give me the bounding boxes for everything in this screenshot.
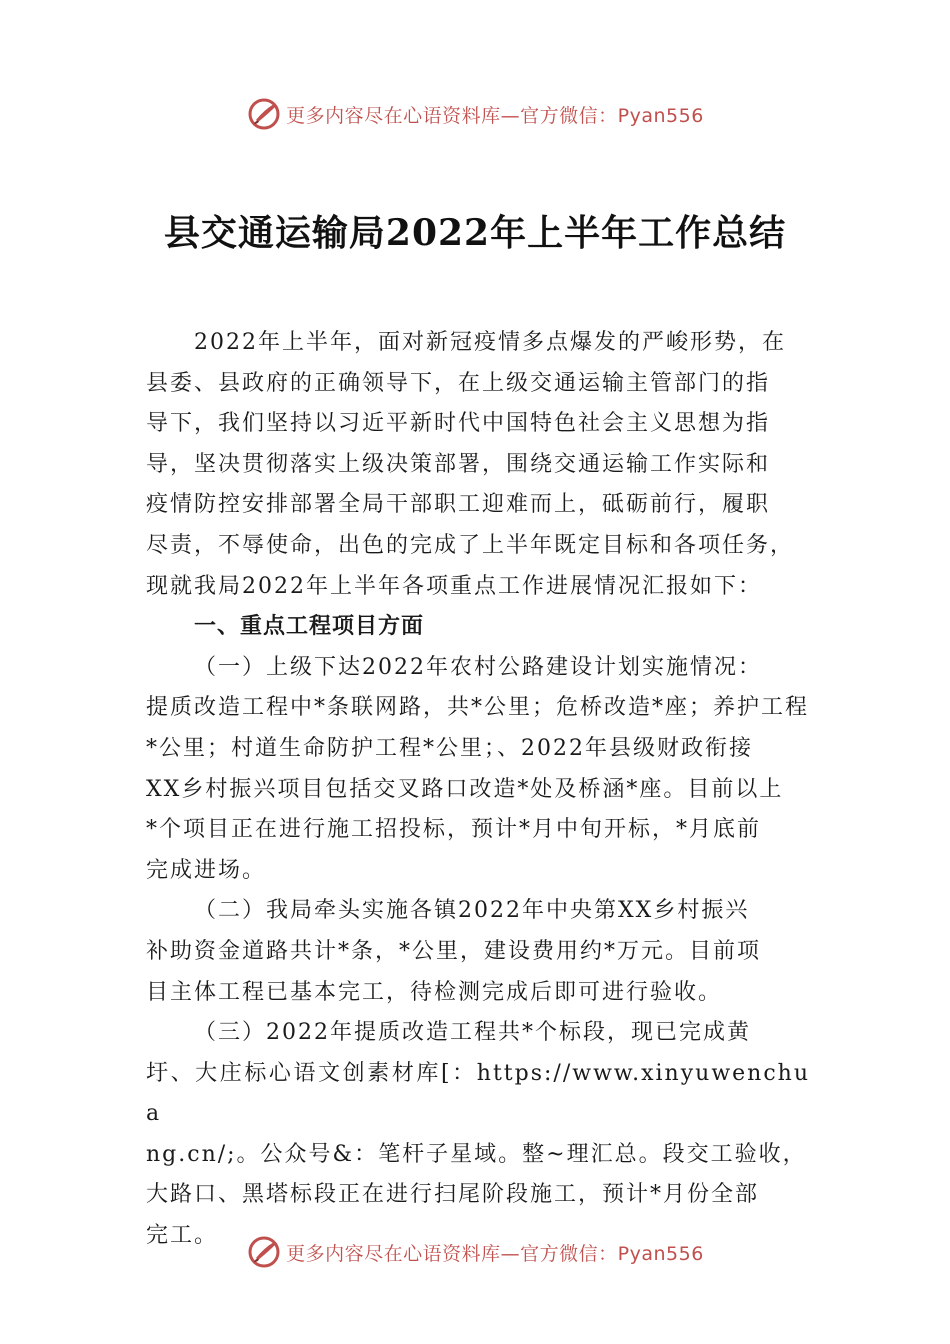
item-paragraph-3 — [146, 1013, 810, 1257]
intro-line: 导下，我们坚持以习近平新时代中国特色社会主义思想为指 — [146, 411, 771, 437]
item-line: 补助资金道路共计*条，*公里，建设费用约*万元。目前项 — [146, 938, 762, 964]
item-line: （二）我局牵头实施各镇2022年中央第XX乡村振兴 — [194, 898, 750, 924]
item-line: 完成进场。 — [146, 857, 267, 883]
document-title: 县交通运输局2022年上半年工作总结 — [163, 212, 787, 254]
intro-line: 现就我局2022年上半年各项重点工作进展情况汇报如下： — [146, 573, 762, 599]
item-line: 完工。 — [146, 1223, 219, 1249]
watermark-text: 更多内容尽在心语资料库—官方微信：Pyan556 — [286, 104, 704, 127]
header-watermark — [0, 94, 950, 134]
brush-logo-icon — [246, 1234, 282, 1270]
intro-line: 县委、县政府的正确领导下，在上级交通运输主管部门的指 — [146, 370, 771, 396]
intro-paragraph — [146, 323, 810, 607]
intro-line: 尽责，不辱使命，出色的完成了上半年既定目标和各项任务， — [146, 532, 795, 558]
item-line: 大路口、黑塔标段正在进行扫尾阶段施工，预计*月份全部 — [146, 1182, 760, 1208]
item-line: XX乡村振兴项目包括交叉路口改造*处及桥涵*座。目前以上 — [146, 776, 784, 802]
item-line: 目主体工程已基本完工，待检测完成后即可进行验收。 — [146, 979, 723, 1005]
item-paragraph-1 — [146, 648, 810, 892]
item-line: ng.cn/;。公众号&：笔杆子星域。整~理汇总。段交工验收， — [146, 1141, 807, 1167]
item-line: （一）上级下达2022年农村公路建设计划实施情况： — [194, 654, 762, 680]
brush-logo-icon — [246, 96, 282, 132]
item-line: （三）2022年提质改造工程共*个标段，现已完成黄 — [194, 1020, 751, 1046]
document-body — [146, 323, 810, 1257]
item-line: *个项目正在进行施工招投标，预计*月中旬开标，*月底前 — [146, 817, 762, 843]
intro-line: 疫情防控安排部署全局干部职工迎难而上，砥砺前行，履职 — [146, 492, 771, 518]
item-line: 圩、大庄标心语文创素材库[：https://www.xinyuwenchua — [146, 1060, 810, 1127]
item-line: *公里；村道生命防护工程*公里；、2022年县级财政衔接 — [146, 735, 753, 761]
intro-line: 导，坚决贯彻落实上级决策部署，围绕交通运输工作实际和 — [146, 451, 771, 477]
item-line: 提质改造工程中*条联网路，共*公里；危桥改造*座；养护工程 — [146, 695, 810, 721]
watermark-text: 更多内容尽在心语资料库—官方微信：Pyan556 — [286, 1242, 704, 1265]
item-paragraph-2 — [146, 891, 810, 1013]
intro-line: 2022年上半年，面对新冠疫情多点爆发的严峻形势，在 — [194, 330, 786, 355]
section-heading: 一、重点工程项目方面 — [194, 614, 425, 640]
footer-watermark — [0, 1232, 950, 1272]
